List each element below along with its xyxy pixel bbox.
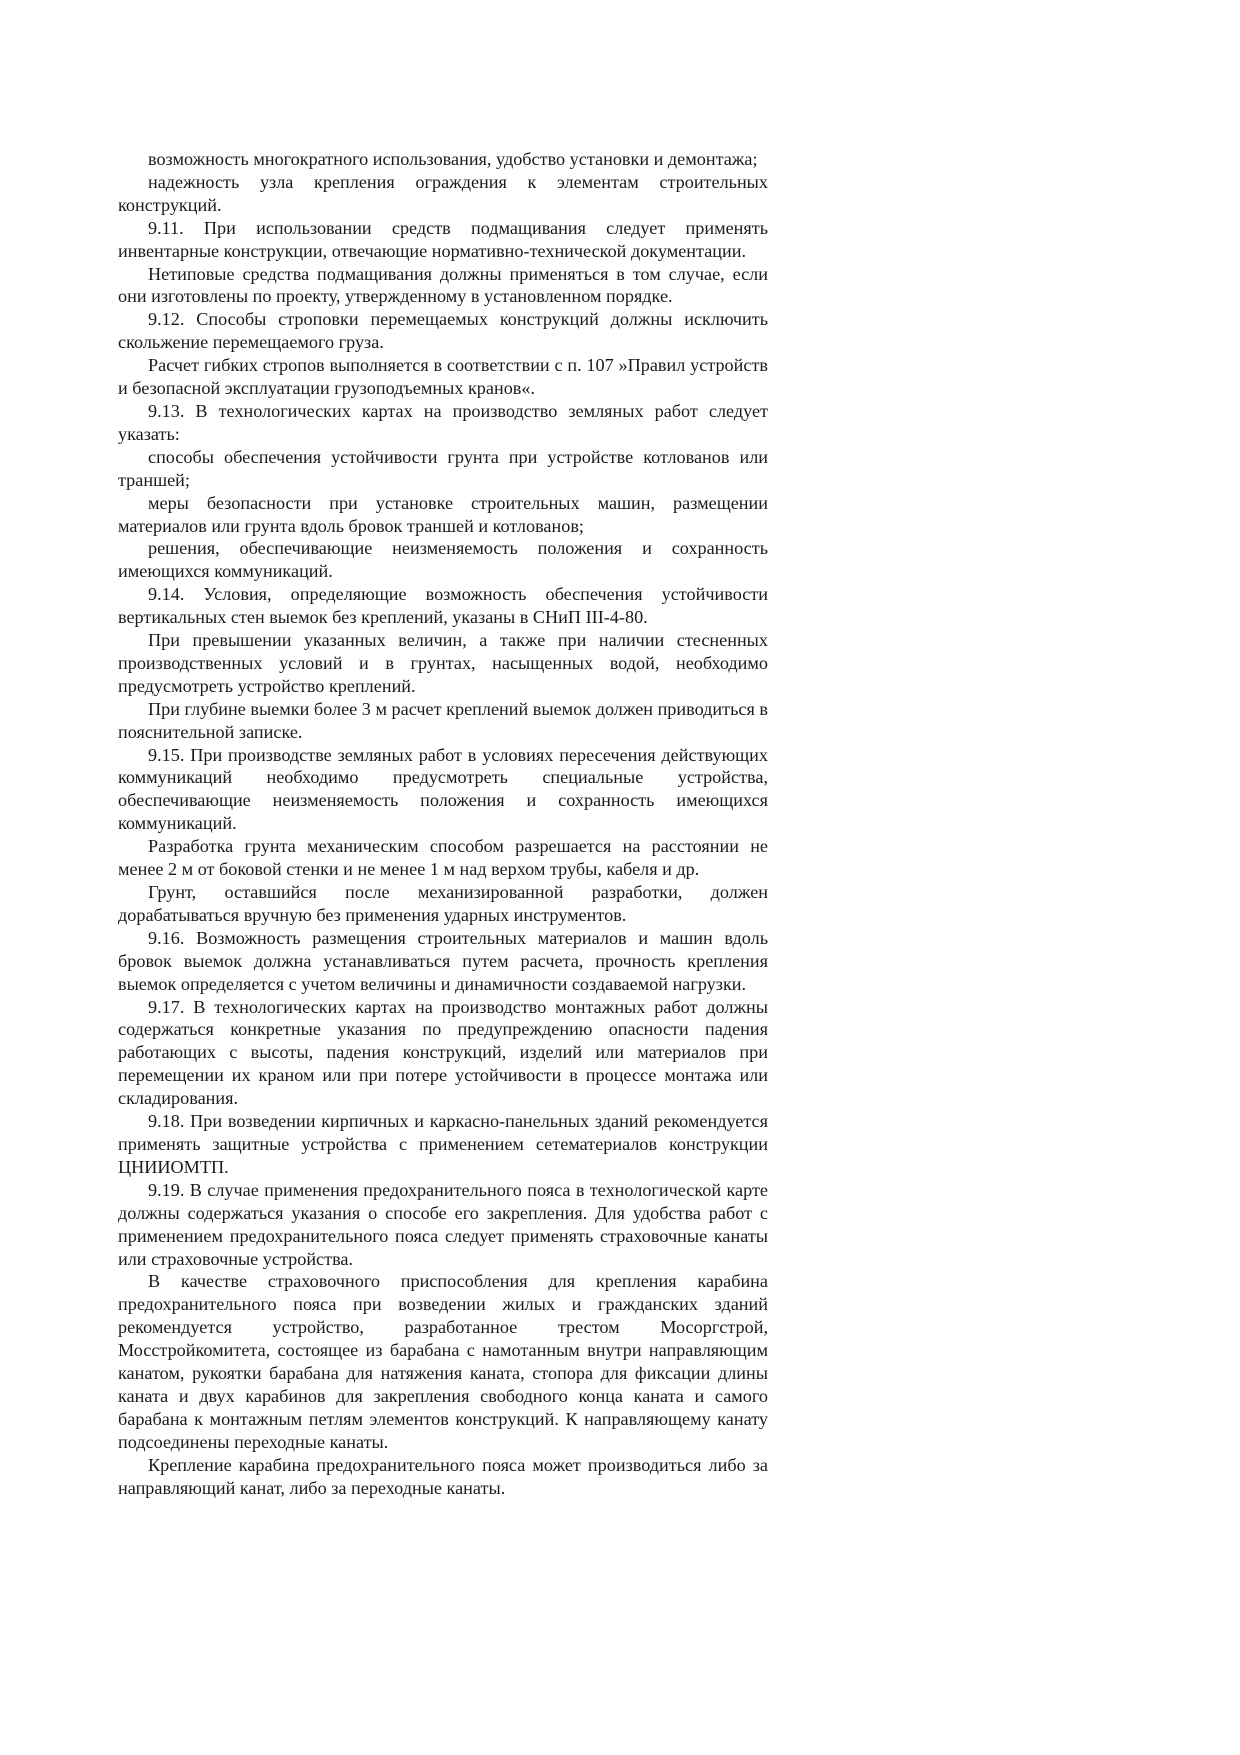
paragraph-carabiner-attachment: Крепление карабина предохранительного пояса может производиться либо за направляющий канат, либо за переходные канаты. [118, 1454, 768, 1498]
paragraph-9-17: 9.17. В технологических картах на производство монтажных работ должны содержаться конкретные указания по предупреждению опасности падения работающих с высоты, падения конструкций, изделий или материалов при перемещении их краном или при потере устойчивости в процессе монтажа или складирования. [118, 996, 768, 1109]
paragraph-excavation-depth: При глубине выемки более 3 м расчет креплений выемок должен приводиться в пояснительной записке. [118, 698, 768, 742]
paragraph-manual-finishing: Грунт, оставшийся после механизированной разработки, должен дорабатываться вручную без применения ударных инструментов. [118, 882, 768, 925]
paragraph-9-18: 9.18. При возведении кирпичных и каркасно-панельных зданий рекомендуется применять защитные устройства с применением сетематериалов конструкции ЦНИИОМТП. [118, 1111, 768, 1177]
paragraph-safety-device: В качестве страховочного приспособления для крепления карабина предохранительного пояса при возведении жилых и гражданских зданий рекомендуется устройство, разработанное трестом Мосоргстрой, Мосстройкомитета, состоящее из барабана с намотанным внутри направляющим канатом, рукоятки барабана для натяжения каната, стопора для фиксации длины каната и двух карабинов для закрепления свободного конца каната и самого барабана к монтажным петлям элементов конструкций. К направляющему канату подсоединены переходные канаты. [118, 1271, 768, 1452]
paragraph-nonstandard-scaffolding: Нетиповые средства подмащивания должны применяться в том случае, если они изготовлены по проекту, утвержденному в установленном порядке. [118, 263, 768, 307]
paragraph-list-item-continuation: возможность многократного использования, удобство установки и демонтажа; [148, 149, 758, 169]
paragraph-list-item-reliability: надежность узла крепления ограждения к элементам строительных конструкций. [118, 171, 768, 215]
paragraph-9-13: 9.13. В технологических картах на производство земляных работ следует указать: [118, 400, 768, 444]
paragraph-mechanical-excavation: Разработка грунта механическим способом разрешается на расстоянии не менее 2 м от боковой стенки и не менее 1 м над верхом трубы, кабеля и др. [118, 836, 768, 880]
document-page [118, 148, 768, 1499]
paragraph-exceeding-values: При превышении указанных величин, а также при наличии стесненных производственных условий и в грунтах, насыщенных водой, необходимо предусмотреть устройство креплений. [118, 630, 768, 696]
paragraph-9-12: 9.12. Способы строповки перемещаемых конструкций должны исключить скольжение перемещаемого груза. [118, 309, 768, 353]
paragraph-9-14: 9.14. Условия, определяющие возможность обеспечения устойчивости вертикальных стен выемок без креплений, указаны в СНиП III-4-80. [118, 584, 768, 628]
paragraph-sling-calculation: Расчет гибких стропов выполняется в соответствии с п. 107 »Правил устройств и безопасной эксплуатации грузоподъемных кранов«. [118, 355, 768, 399]
paragraph-soil-stability: способы обеспечения устойчивости грунта при устройстве котлованов или траншей; [118, 446, 768, 490]
paragraph-9-16: 9.16. Возможность размещения строительных материалов и машин вдоль бровок выемок должна устанавливаться путем расчета, прочность крепления выемок определяется с учетом величины и динамичности создаваемой нагрузки. [118, 927, 768, 994]
paragraph-9-15: 9.15. При производстве земляных работ в условиях пересечения действующих коммуникаций необходимо предусмотреть специальные устройства, обеспечивающие неизменяемость положения и сохранность имеющихся коммуникаций. [118, 744, 768, 834]
paragraph-9-19: 9.19. В случае применения предохранительного пояса в технологической карте должны содержаться указания о способе его закрепления. Для удобства работ с применением предохранительного пояса следует применять страховочные канаты или страховочные устройства. [118, 1179, 768, 1269]
paragraph-safety-measures: меры безопасности при установке строительных машин, размещении материалов или грунта вдоль бровок траншей и котлованов; [118, 492, 768, 536]
paragraph-9-11: 9.11. При использовании средств подмащивания следует применять инвентарные конструкции, отвечающие нормативно-технической документации. [118, 217, 768, 261]
paragraph-utilities-preservation: решения, обеспечивающие неизменяемость положения и сохранность имеющихся коммуникаций. [118, 538, 768, 582]
